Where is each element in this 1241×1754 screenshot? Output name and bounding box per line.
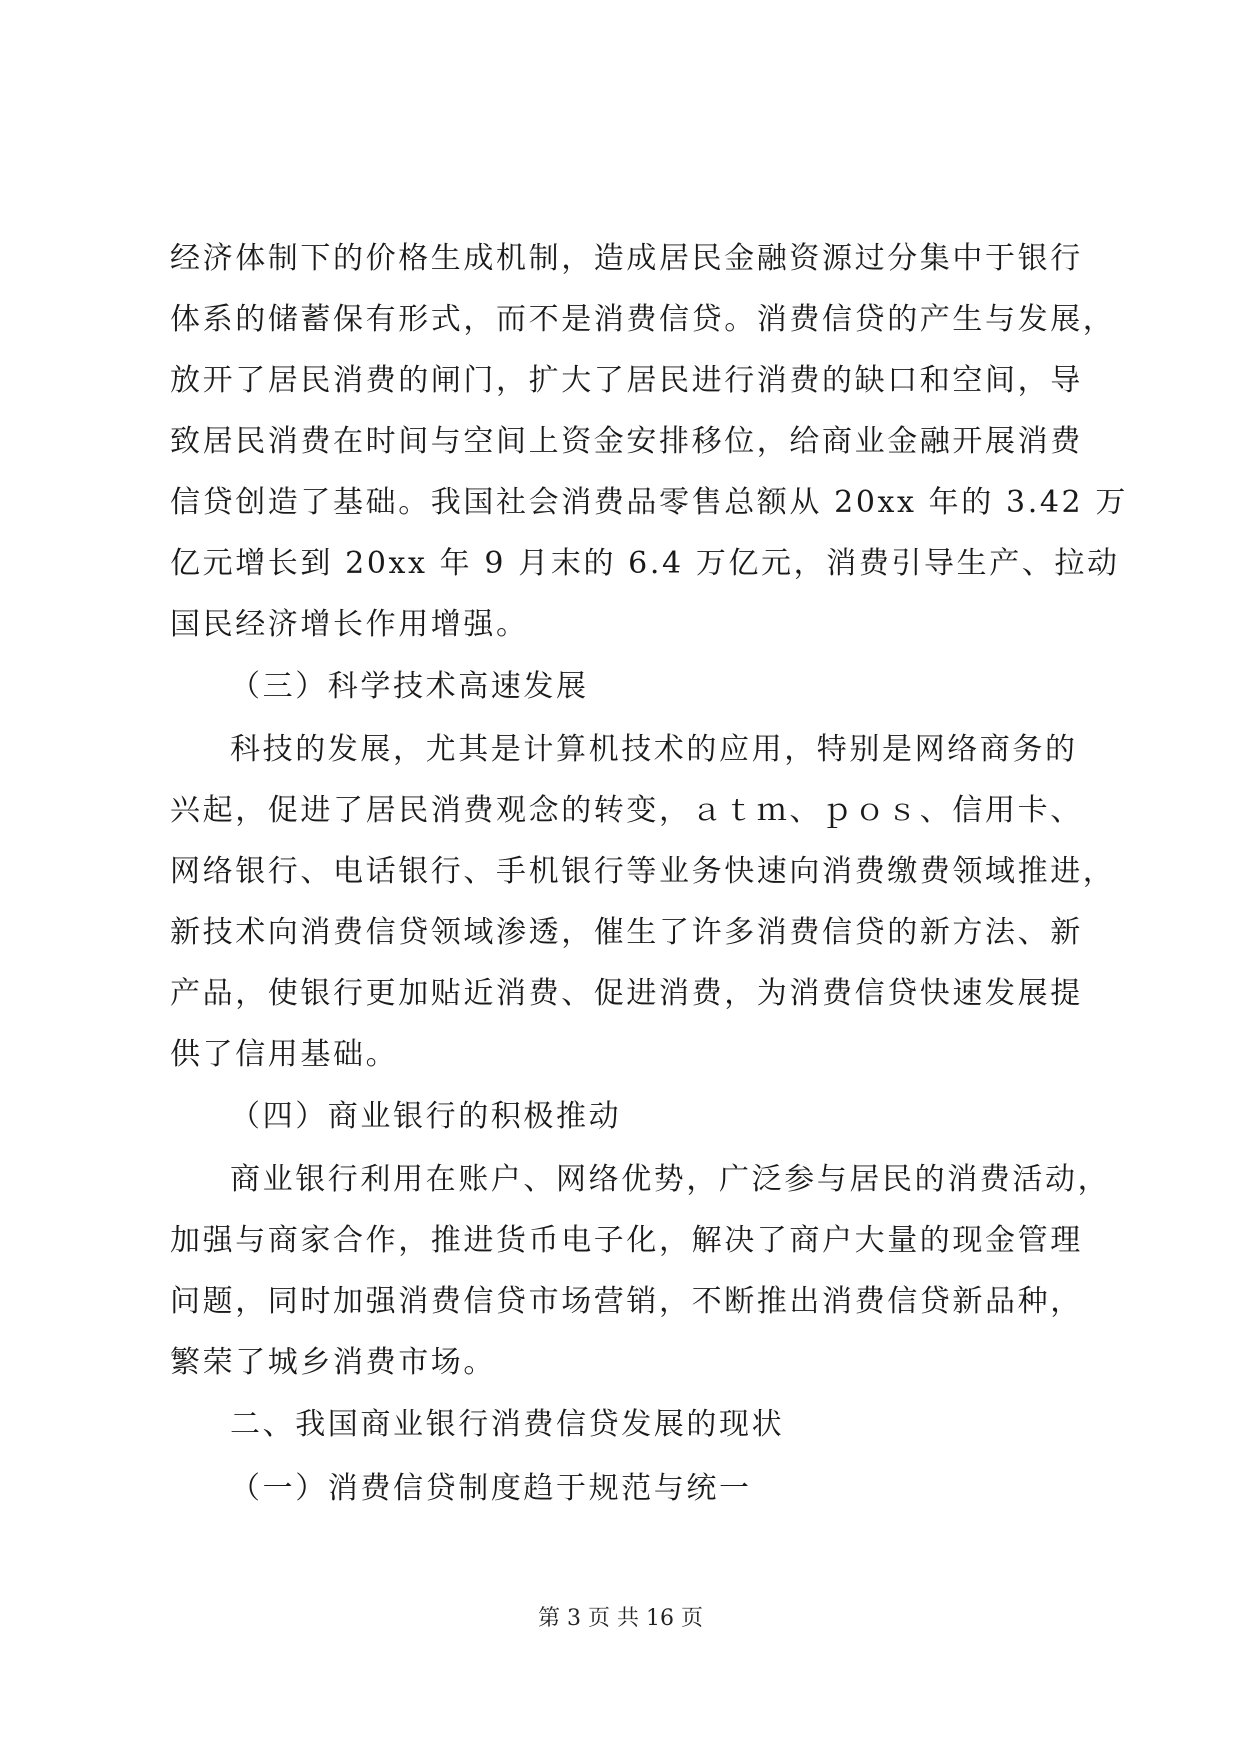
chapter-heading: 二、我国商业银行消费信贷发展的现状 [230, 1407, 785, 1442]
text-line: 加强与商家合作，推进货币电子化，解决了商户大量的现金管理 [170, 1223, 1083, 1258]
section-heading: （一）消费信贷制度趋于规范与统一 [230, 1471, 752, 1506]
text-line: 供了信用基础。 [170, 1037, 399, 1072]
text-line: 致居民消费在时间与空间上资金安排移位，给商业金融开展消费 [170, 424, 1083, 459]
page-footer [0, 1604, 1241, 1634]
text-line: 科技的发展，尤其是计算机技术的应用，特别是网络商务的 [230, 732, 1078, 767]
page-number-label: 第 3 页 共 16 页 [538, 1606, 703, 1631]
text-line: 经济体制下的价格生成机制，造成居民金融资源过分集中于银行 [170, 241, 1083, 276]
text-line: 产品，使银行更加贴近消费、促进消费，为消费信贷快速发展提 [170, 976, 1083, 1011]
text-line: 信贷创造了基础。我国社会消费品零售总额从 20xx 年的 3.42 万 [170, 485, 1128, 520]
text-line: 放开了居民消费的闸门，扩大了居民进行消费的缺口和空间，导 [170, 363, 1083, 398]
document-body [170, 228, 1128, 1521]
text-line: 兴起，促进了居民消费观念的转变，ａｔｍ、ｐｏｓ、信用卡、 [170, 793, 1083, 828]
text-line: 商业银行利用在账户、网络优势，广泛参与居民的消费活动， [230, 1162, 1111, 1197]
text-line: 繁荣了城乡消费市场。 [170, 1345, 496, 1380]
text-line: 亿元增长到 20xx 年 9 月末的 6.4 万亿元，消费引导生产、拉动 [170, 546, 1120, 581]
text-line: 网络银行、电话银行、手机银行等业务快速向消费缴费领域推进， [170, 854, 1116, 889]
section-heading: （四）商业银行的积极推动 [230, 1099, 622, 1134]
text-line: 问题，同时加强消费信贷市场营销，不断推出消费信贷新品种， [170, 1284, 1083, 1319]
text-line: 国民经济增长作用增强。 [170, 607, 529, 642]
text-line: 体系的储蓄保有形式，而不是消费信贷。消费信贷的产生与发展， [170, 302, 1116, 337]
section-heading: （三）科学技术高速发展 [230, 669, 589, 704]
text-line: 新技术向消费信贷领域渗透，催生了许多消费信贷的新方法、新 [170, 915, 1083, 950]
